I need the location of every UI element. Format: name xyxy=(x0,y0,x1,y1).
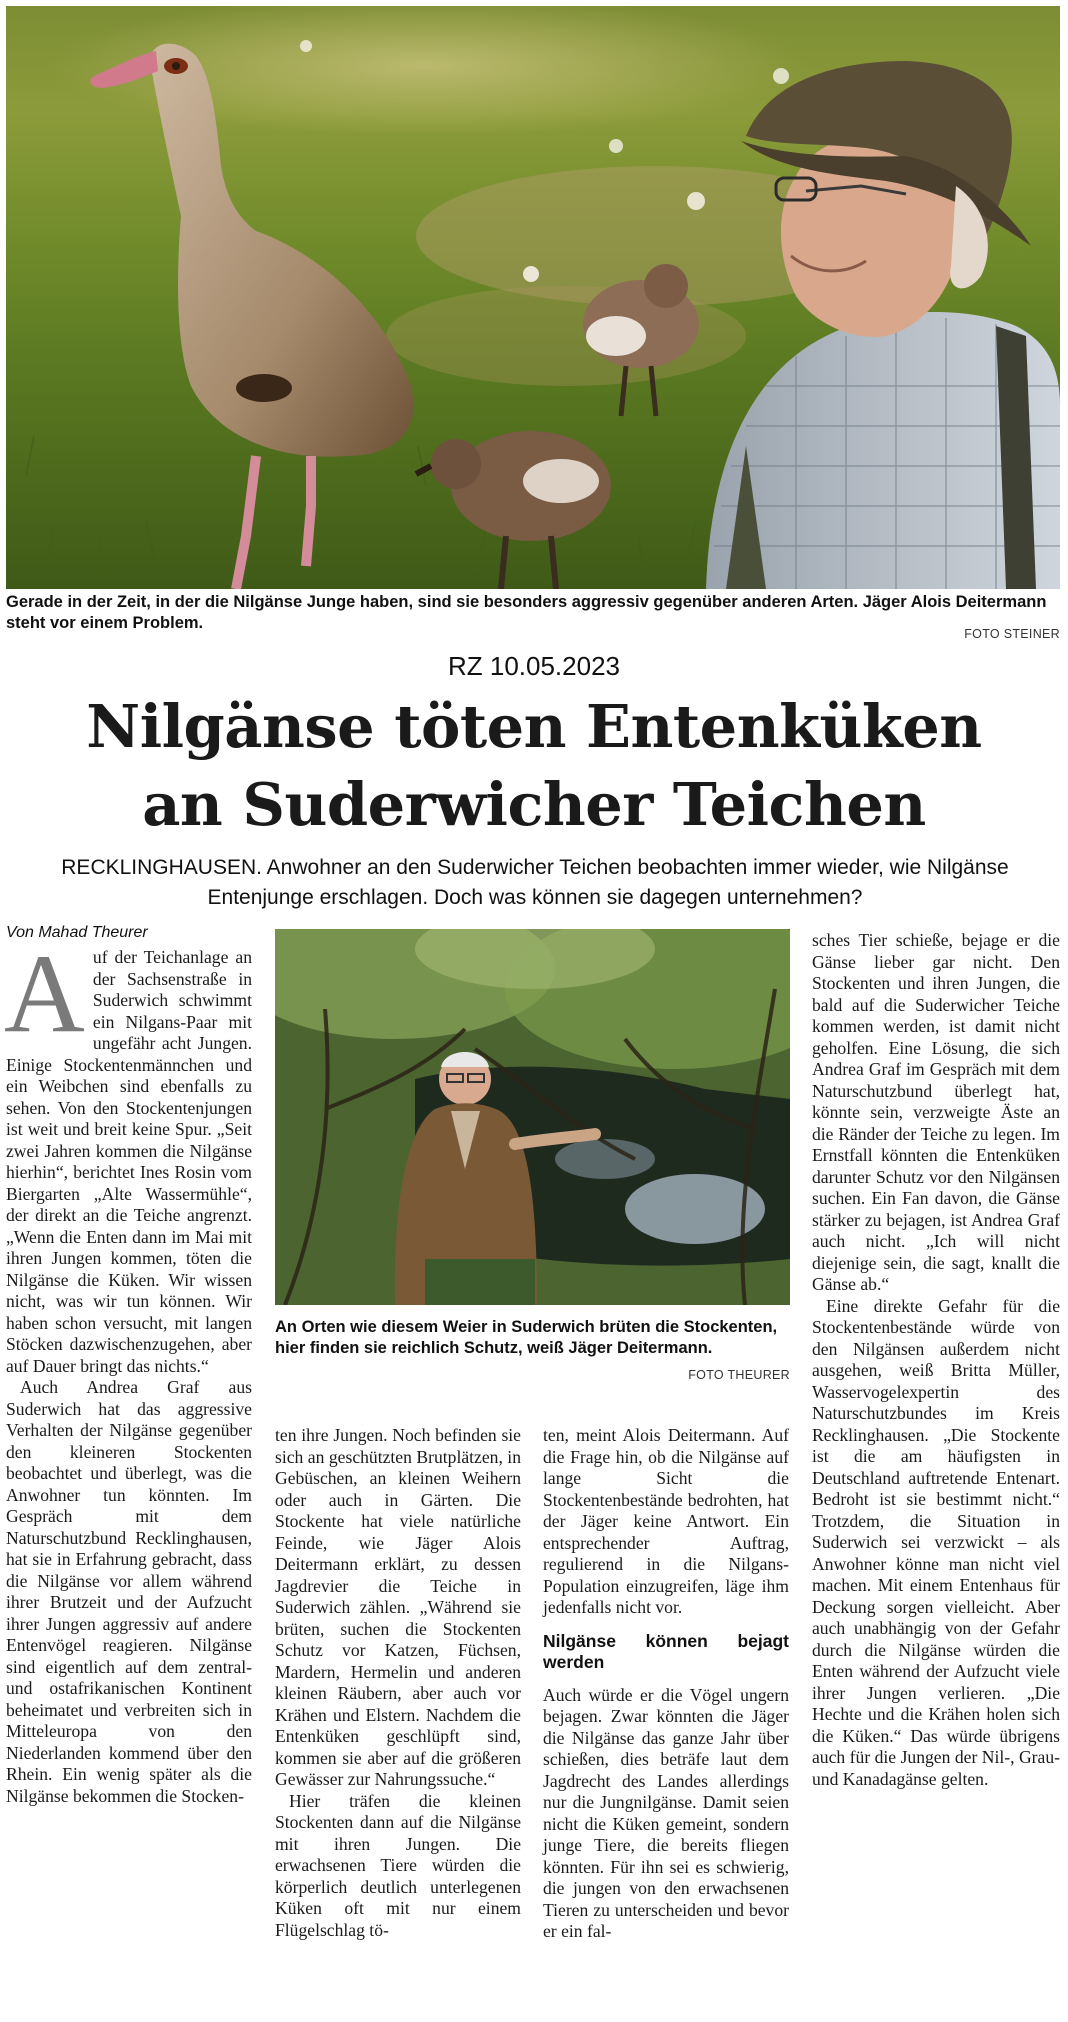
headline xyxy=(20,688,1048,844)
article-paragraph: ten, meint Alois Deitermann. Auf die Frage hin, ob die Nilgänse auf lange Sicht die Stockentenbestände bedrohten, hat der Jäger keine Antwort. Ein entsprechender Auftrag, regulierend in die Nilgans-Population einzugreifen, läge ihm jedenfalls nicht vor. xyxy=(543,1425,789,1617)
article-paragraph: Auch würde er die Vögel ungern bejagen. Zwar könnten die Jäger die Nilgänse das ganze Jahr über schießen, dies beträfe laut dem Jagdrecht des Landes allerdings nur die Jungnilgänse. Damit seien nicht die Küken gemeint, sondern junge Tiere, die bereits fliegen könnten. Für ihn sei es schwierig, die jungen von den erwachsenen Tieren zu unterscheiden und bevor er ein fal- xyxy=(543,1684,789,1941)
article-column-3 xyxy=(543,1425,789,1943)
pond-photo-caption: An Orten wie diesem Weier in Suderwich brüten die Stockenten, hier finden sie reichlich Schutz, weiß Jäger Deitermann. xyxy=(275,1318,778,1357)
lead-location: RECKLINGHAUSEN. xyxy=(61,856,262,879)
article-paragraph: sches Tier schieße, bejage er die Gänse lieber gar nicht. Den Stockenten und ihren Jungen, die bald auf die Suderwicher Teiche kommen werden, ist damit nicht geholfen. Eine Lösung, die sich Andrea Graf im Gespräch mit dem Naturschutzbund überlegt hat, könnte sein, verzweigte Äste an die Ränder der Teiche zu legen. Im Ernstfall könnten die Entenküken darunter Schutz vor den Nilgänsen suchen. Ein Fan davon, die Gänse stärker zu bejagen, ist Andrea Graf auch nicht. „Ich will nicht diejenige sein, die sagt, knallt die Gänse ab.“ xyxy=(812,930,1060,1294)
article-column-4 xyxy=(812,930,1060,1790)
article-paragraph: Auch Andrea Graf aus Suderwich hat das aggressive Verhalten der Nilgänse gegenüber den kleineren Stockenten beobachtet und überlegt, was die Anwohner tun könnten. Im Gespräch mit dem Naturschutzbund Recklinghausen, hat sie in Erfahrung gebracht, dass die Nilgänse vor allem während ihrer Brutzeit und der Aufzucht ihrer Jungen aggressiv auf andere Entenvögel reagieren. Nilgänse sind eigentlich auf dem zentral- und ostafrikanischen Kontinent beheimatet und verbreiten sich in Mitteleuropa von den Niederlanden kommend über den Rhein. Ein wenig später als die Nilgänse bekommen die Stocken- xyxy=(6,1377,252,1806)
article-paragraph: Hier träfen die kleinen Stockenten dann auf die Nilgänse mit ihren Jungen. Die erwachsenen Tiere würden die körperlich deutlich unterlegenen Küken oft mit nur einem Flügelschlag tö- xyxy=(275,1790,521,1940)
dateline: RZ 10.05.2023 xyxy=(447,651,620,681)
pond-photo-credit: FOTO THEURER xyxy=(688,1368,790,1382)
article-column-2 xyxy=(275,1425,521,1941)
headline-line-2: an Suderwicher Teichen xyxy=(142,770,926,839)
drop-cap: A xyxy=(4,932,85,1056)
lead-paragraph xyxy=(40,853,1030,913)
byline: Von Mahad Theurer xyxy=(6,924,148,941)
hero-photo xyxy=(6,6,1060,589)
hunter-figure xyxy=(706,61,1060,589)
pond-photo xyxy=(275,929,790,1305)
hero-photo-credit: FOTO STEINER xyxy=(964,627,1060,641)
lead-text: Anwohner an den Suderwicher Teichen beobachten immer wieder, wie Nilgänse Entenjunge erschlagen. Doch was können sie dagegen unternehmen? xyxy=(207,856,1009,909)
article-paragraph: ten ihre Jungen. Noch befinden sie sich an geschützten Brutplätzen, in Gebüschen, an kleinen Weihern oder auch in Gärten. Die Stockente hat viele natürliche Feinde, wie Jäger Alois Deitermann erklärt, zu dessen Jagdrevier die Teiche in Suderwich zählen. „Während sie brüten, suchen die Stockenten Schutz vor Katzen, Füchsen, Mardern, Hermelin und anderen kleinen Räubern, aber auch vor Krähen und Elstern. Nachdem die Entenküken geschlüpft sind, kommen sie aber auf die größeren Gewässer zur Nahrungssuche.“ xyxy=(275,1425,521,1789)
article-paragraph: Auf der Teichanlage an der Sachsenstraße in Suderwich schwimmt ein Nilgans-Paar mit ungefähr acht Jungen. Einige Stockentenmännchen und ein Weibchen sind ebenfalls zu sehen. Von den Stockentenjungen ist weit und breit keine Spur. „Seit zwei Jahren kommen die Nilgänse hierhin“, berichtet Ines Rosin vom Biergarten „Alte Wassermühle“, der direkt an die Teiche angrenzt. „Wenn die Enten dann im Mai mit ihren Jungen kommen, töten die Nilgänse die Küken. Wir wissen nicht, was wir tun können. Wir haben schon versucht, mit langen Stöcken dazwischenzugehen, aber auf Dauer bringt das nichts.“ xyxy=(4,932,252,1376)
article-paragraph: Eine direkte Gefahr für die Stockentenbestände würde von den Nilgänsen außerdem nicht ausgehen, weiß Britta Müller, Wasservogelexpertin des Naturschutzbundes im Kreis Recklinghausen. „Die Stockente ist die am häufigsten in Deutschland auftretende Entenart. Bedroht ist sie bestimmt nicht.“ Trotzdem, die Situation in Suderwich sei verzwickt – als Anwohner könne man nicht viel machen. Mit einem Entenhaus für Deckung sorgen vielleicht. Aber auch unabhängig von der Gefahr durch die Nilgänse würden die Enten während der Aufzucht viele ihrer Jungen verlieren. „Die Hechte und die Krähen holen sich die Küken.“ Das würde übrigens auch für die Jungen der Nil-, Grau- und Kanadagänse gelten. xyxy=(812,1295,1060,1789)
pond-photo-illustration xyxy=(275,929,790,1305)
headline-line-1: Nilgänse töten Entenküken xyxy=(86,692,982,761)
hero-photo-illustration xyxy=(6,6,1060,589)
article-subhead: Nilgänse können bejagt werden xyxy=(543,1630,789,1672)
hero-caption: Gerade in der Zeit, in der die Nilgänse Junge haben, sind sie besonders aggressiv gegenüber anderen Arten. Jäger Alois Deitermann steht vor einem Problem. xyxy=(6,593,1047,632)
gosling-figure xyxy=(416,431,611,589)
